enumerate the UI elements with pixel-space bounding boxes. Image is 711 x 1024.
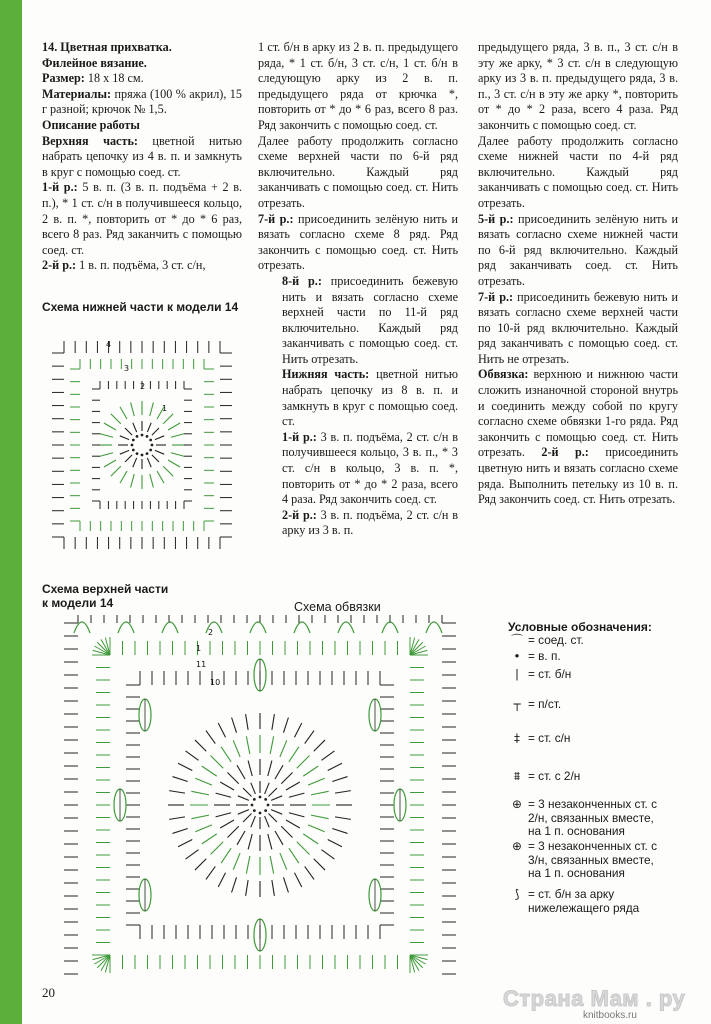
chart-mark — [275, 765, 283, 779]
cluster-icon: ⊕ — [512, 797, 522, 811]
chart-mark — [270, 736, 274, 754]
chart-mark — [332, 777, 347, 782]
chart-mark — [289, 848, 299, 863]
chart-mark — [297, 756, 310, 769]
chart-mark — [253, 798, 256, 801]
chart-mark — [218, 873, 225, 887]
size-line: Размер: 18 х 18 см. — [42, 71, 144, 86]
chart-mark — [281, 772, 292, 783]
chart-mark — [125, 428, 132, 435]
chart-mark — [328, 763, 342, 770]
chart-mark — [246, 856, 250, 874]
text-column-3 — [478, 40, 678, 508]
chart-mark — [268, 761, 272, 776]
chart-mark — [328, 840, 342, 847]
chart-mark — [221, 747, 231, 762]
col2-row-8: 8-й р.: присоединить бежевую нить и вязать согласно схеме верхней части по 11-й ряд включительно. Каждый ряд заканчивать с помощью соед. ст. Нить отрезать. — [282, 273, 458, 366]
chart-mark — [178, 763, 192, 770]
chart-mark — [131, 402, 135, 416]
chart-mark — [149, 439, 152, 442]
chain-dot-icon: • — [513, 649, 521, 663]
chart-mark — [251, 804, 254, 807]
chart-mark — [227, 772, 238, 783]
chart-mark — [195, 825, 212, 832]
chart-mark — [216, 813, 231, 817]
chart-mark — [259, 796, 262, 799]
chart-row-label: 1 — [196, 644, 202, 653]
site-watermark: Страна Мам . ру — [503, 986, 686, 1011]
chart-mark — [220, 782, 234, 790]
chart-mark — [295, 723, 302, 737]
col3-edging: Обвязка: верхнюю и нижнюю части сложить изнаночной стороной внутрь и соединить между собой по кругу согласно схеме обвязки 1-го ряда. Ряд закончить с помощью соед. ст. Нить отрезать. 2-й р.: присоединить цветную нить и вязать согласно схеме ряда. Выполнить петельку из 10 в. п. Ряд закончить соед. ст. Нить отрезать. — [478, 367, 679, 507]
chart-mark — [268, 788, 276, 796]
chart-mark — [211, 756, 224, 769]
chart-mark — [275, 831, 283, 845]
chart-mark — [308, 825, 325, 832]
chart-mark — [99, 453, 113, 457]
chart-mark — [335, 817, 351, 820]
legend-item-single-crochet: | = ст. б/н — [506, 668, 571, 682]
chart-row-label: 2 — [208, 628, 214, 637]
page-number: 20 — [42, 985, 55, 1000]
col2-lower-row-1: 1-й р.: 3 в. п. подъёма, 2 ст. с/н в получившееся кольцо, 3 в. п., * 3 ст. с/н в кольцо, 3 в. п. *, повторить от * до * 2 раза, всего 4 раза. Ряд закончить соед. ст. — [282, 429, 458, 507]
chart-mark — [74, 622, 90, 633]
upper-part-text: Верхняя часть: цветной нитью набрать цепочку из 4 в. п. и замкнуть в круг с помощью соед. ст. — [42, 133, 242, 179]
chart-mark — [195, 740, 206, 751]
legend-title: Условные обозначения: — [508, 620, 652, 634]
chart-mark — [195, 778, 212, 785]
chart-mark — [280, 740, 287, 757]
chart-mark — [120, 471, 127, 483]
chart-mark — [272, 880, 275, 896]
chart-mark — [250, 622, 266, 633]
upper-schema-caption-line2: к модели 14 — [42, 596, 114, 610]
chart-mark — [131, 444, 134, 447]
legend-item-slip-stitch: ⌒ = соед. ст. — [506, 634, 584, 648]
chart-mark — [233, 740, 240, 757]
chart-mark — [133, 458, 137, 467]
chart-mark — [206, 866, 215, 879]
chart-mark — [246, 714, 249, 730]
chart-mark — [289, 747, 299, 762]
chart-mark — [104, 460, 116, 467]
chart-mark — [303, 766, 318, 776]
chart-mark — [286, 782, 300, 790]
chart-mark — [283, 877, 288, 892]
chart-mark — [163, 414, 173, 424]
chart-mark — [295, 873, 302, 887]
chart-mark — [171, 453, 185, 457]
arch-stitch-icon: ⟆ — [514, 887, 520, 901]
chart-mark — [264, 809, 267, 812]
chart-mark — [382, 622, 398, 633]
chart-mark — [147, 458, 151, 467]
chart-mark — [246, 880, 249, 896]
chart-mark — [289, 793, 304, 797]
chart-mark — [321, 751, 334, 760]
chart-mark — [265, 783, 270, 794]
chart-mark — [251, 783, 256, 794]
chart-mark — [118, 622, 134, 633]
chart-mark — [191, 815, 209, 819]
chart-mark — [335, 791, 351, 794]
chart-mark — [211, 842, 224, 855]
chart-mark — [155, 450, 164, 454]
web-url: knitbooks.ru — [583, 1010, 637, 1021]
chart-mark — [338, 622, 354, 633]
chart-mark — [272, 714, 275, 730]
chart-mark — [311, 815, 329, 819]
green-edge-stripe — [0, 0, 22, 1024]
edging-schema-title: Схема обвязки — [294, 600, 381, 614]
chart-row-label: 4 — [106, 340, 112, 349]
chart-mark — [321, 850, 334, 859]
chart-mark — [232, 718, 237, 733]
chart-mark — [111, 414, 121, 424]
chart-mark — [168, 460, 180, 467]
chart-mark — [104, 423, 116, 430]
row-1-text: 1-й р.: 5 в. п. (3 в. п. подъёма + 2 в. п.), * 1 ст. с/н в получившееся кольцо, 2 в. п. *, повторить от * до * 6 раз, всего 8 раз. Ряд заканчить с помощью соед. ст. — [42, 180, 243, 257]
chart-mark — [99, 434, 113, 438]
article-title: 14. Цветная прихватка. — [42, 40, 172, 54]
chart-mark — [259, 812, 262, 815]
chart-mark — [186, 850, 199, 859]
chart-mark — [238, 810, 249, 815]
slip-stitch-icon: ⌒ — [511, 633, 523, 647]
chart-mark — [243, 788, 251, 796]
chart-mark — [305, 866, 314, 879]
col2-lower-row-2: 2-й р.: 3 в. п. подъёма, 2 ст. с/н в арку из 3 в. п. — [282, 507, 458, 538]
chart-mark — [218, 723, 225, 737]
chart-mark — [303, 834, 318, 844]
chart-mark — [227, 826, 238, 837]
chart-mark — [147, 423, 151, 432]
chart-mark — [151, 444, 154, 447]
chart-mark — [305, 731, 314, 744]
single-crochet-icon: | — [515, 667, 519, 681]
chart-mark — [314, 740, 325, 751]
chart-mark — [163, 466, 173, 476]
legend-item-treble: ⩩ = ст. с 2/н — [506, 770, 580, 784]
chart-mark — [136, 435, 139, 438]
chart-mark — [271, 796, 282, 801]
legend-item-arch-single: ⟆ = ст. б/н за арку нижележащего ряда — [506, 888, 668, 915]
chart-mark — [136, 452, 139, 455]
chart-mark — [191, 791, 209, 795]
chart-mark — [281, 826, 292, 837]
chart-mark — [141, 454, 144, 457]
chart-mark — [297, 842, 310, 855]
materials-line: Материалы: пряжа (100 % акрил), 15 г разной; крючок № 1,5. — [42, 86, 242, 117]
chart-mark — [289, 813, 304, 817]
col2-row-7: 7-й р.: присоединить зелёную нить и вязать согласно схеме 8 ряд. Ряд закончить с помощью соед. ст. Нить отрезать. — [258, 211, 459, 273]
chart-mark — [264, 798, 267, 801]
chart-mark — [332, 828, 347, 833]
chart-mark — [132, 449, 135, 452]
chart-row-label: 3 — [124, 364, 130, 373]
lower-part-crochet-chart — [42, 325, 242, 555]
chart-mark — [267, 804, 270, 807]
chart-mark — [162, 622, 178, 633]
chart-mark — [186, 751, 199, 760]
chart-mark — [238, 796, 249, 801]
chart-mark — [271, 810, 282, 815]
col3-row-5: 5-й р.: присоединить зелёную нить и вязать согласно схеме нижней части по 6-й ряд включительно. Каждый ряд заканчивать соед. ст. Нить отрезать. — [478, 211, 679, 288]
col3-paragraph-2: Далее работу продолжить согласно схеме нижней части по 4-й ряд включительно. Каждый ряд заканчивать с помощью соед. ст. Нить отрезать. — [478, 133, 678, 210]
chart-mark — [168, 423, 180, 430]
legend-item-cluster-3: ⊕ = 3 незаконченных ст. с 3/н, связанных вместе, на 1 п. основания — [506, 840, 668, 881]
chart-mark — [173, 777, 188, 782]
chart-mark — [232, 877, 237, 892]
chart-mark — [152, 428, 159, 435]
chart-mark — [308, 778, 325, 785]
half-double-icon: ┬ — [513, 697, 521, 711]
chart-mark — [246, 736, 250, 754]
chart-mark — [133, 423, 137, 432]
chart-mark — [202, 834, 217, 844]
chart-mark — [131, 474, 135, 488]
chart-mark — [233, 853, 240, 870]
col2-paragraph-1: 1 ст. б/н в арку из 2 в. п. предыдущего ряда, * 1 ст. б/н, 3 ст. с/н, 1 ст. б/н в следующую арку из 2 в. п. предыдущего ряда от крючка *, повторить от * до * 6 раз, всего 8 раз. Ряд закончить с помощью соед. ст. — [258, 40, 458, 132]
chart-mark — [237, 831, 245, 845]
chart-mark — [265, 816, 270, 827]
upper-schema-caption-line1: Схема верхней части — [42, 582, 169, 596]
chart-mark — [237, 765, 245, 779]
upper-part-crochet-chart — [50, 615, 470, 975]
chart-mark — [120, 407, 127, 419]
treble-crochet-icon: ⩩ — [513, 769, 521, 783]
chart-mark — [270, 856, 274, 874]
chart-mark — [155, 436, 164, 440]
chart-mark — [283, 718, 288, 733]
text-column-1 — [42, 40, 242, 274]
chart-row-label: 10 — [210, 678, 221, 687]
chart-mark — [150, 402, 154, 416]
chart-row-label: 2 — [140, 382, 146, 391]
technique: Филейное вязание. — [42, 55, 147, 70]
chart-mark — [268, 834, 272, 849]
chart-mark — [221, 848, 231, 863]
chart-mark — [178, 840, 192, 847]
col3-row-7: 7-й р.: присоединить бежевую нить и вязать согласно схеме верхней части по 10-й ряд включительно. Каждый ряд заканчивать с помощью соед. ст. Нить не отрезать. — [478, 289, 679, 366]
text-column-2 — [258, 40, 458, 539]
lower-schema-caption: Схема нижней части к модели 14 — [42, 300, 239, 314]
cluster-tall-icon: ⊕ — [512, 839, 522, 853]
chart-mark — [157, 471, 164, 483]
chart-row-label: 11 — [196, 660, 207, 669]
chart-mark — [125, 455, 132, 462]
chart-mark — [294, 622, 310, 633]
col3-paragraph-1: предыдущего ряда, 3 в. п., 3 ст. с/н в эту же арку, * 3 ст. с/н в следующую арку из 3 в. п. предыдущего ряда, 3 в. п., 3 ст. с/н в эту же арку *, повторить от * до * 2 раза, всего 4 раза. Ряд закончить с помощью соед. ст. — [478, 40, 678, 132]
double-crochet-icon: ‡ — [514, 731, 520, 745]
chart-mark — [248, 761, 252, 776]
col2-lower-part: Нижняя часть: цветной нитью набрать цепочку из 8 в. п. и замкнуть в круг с помощью соед. ст. — [282, 367, 458, 429]
legend-item-cluster-2: ⊕ = 3 незаконченных ст. с 2/н, связанных вместе, на 1 п. основания — [506, 798, 668, 839]
chart-mark — [120, 436, 129, 440]
chart-mark — [120, 450, 129, 454]
chart-mark — [251, 816, 256, 827]
chart-mark — [426, 622, 442, 633]
chart-mark — [150, 474, 154, 488]
chart-mark — [141, 434, 144, 437]
chart-mark — [314, 859, 325, 870]
chart-mark — [173, 828, 188, 833]
chart-mark — [195, 859, 206, 870]
chart-mark — [202, 766, 217, 776]
chart-mark — [253, 809, 256, 812]
chart-mark — [146, 452, 149, 455]
chart-mark — [132, 439, 135, 442]
chart-mark — [149, 449, 152, 452]
legend-item-chain: • = в. п. — [506, 650, 561, 664]
chart-mark — [152, 455, 159, 462]
legend-item-double-crochet: ‡ = ст. с/н — [506, 732, 570, 746]
chart-mark — [311, 791, 329, 795]
chart-mark — [146, 435, 149, 438]
chart-mark — [171, 434, 185, 438]
row-2-text: 2-й р.: 1 в. п. подъёма, 3 ст. с/н, — [42, 258, 206, 273]
chart-row-label: 1 — [162, 404, 168, 413]
chart-mark — [111, 466, 121, 476]
legend-item-half-double: ┬ = п/ст. — [506, 698, 561, 712]
chart-mark — [243, 813, 251, 821]
chart-mark — [220, 820, 234, 828]
chart-mark — [206, 731, 215, 744]
chart-mark — [268, 813, 276, 821]
description-heading: Описание работы — [42, 117, 140, 132]
chart-mark — [280, 853, 287, 870]
col2-paragraph-2: Далее работу продолжить согласно схеме верхней части по 6-й ряд включительно. Каждый ряд заканчивать с помощью соед. ст. Нить отрезать. — [258, 133, 458, 210]
chart-mark — [169, 791, 185, 794]
chart-mark — [169, 817, 185, 820]
chart-mark — [286, 820, 300, 828]
chart-mark — [248, 834, 252, 849]
chart-mark — [216, 793, 231, 797]
